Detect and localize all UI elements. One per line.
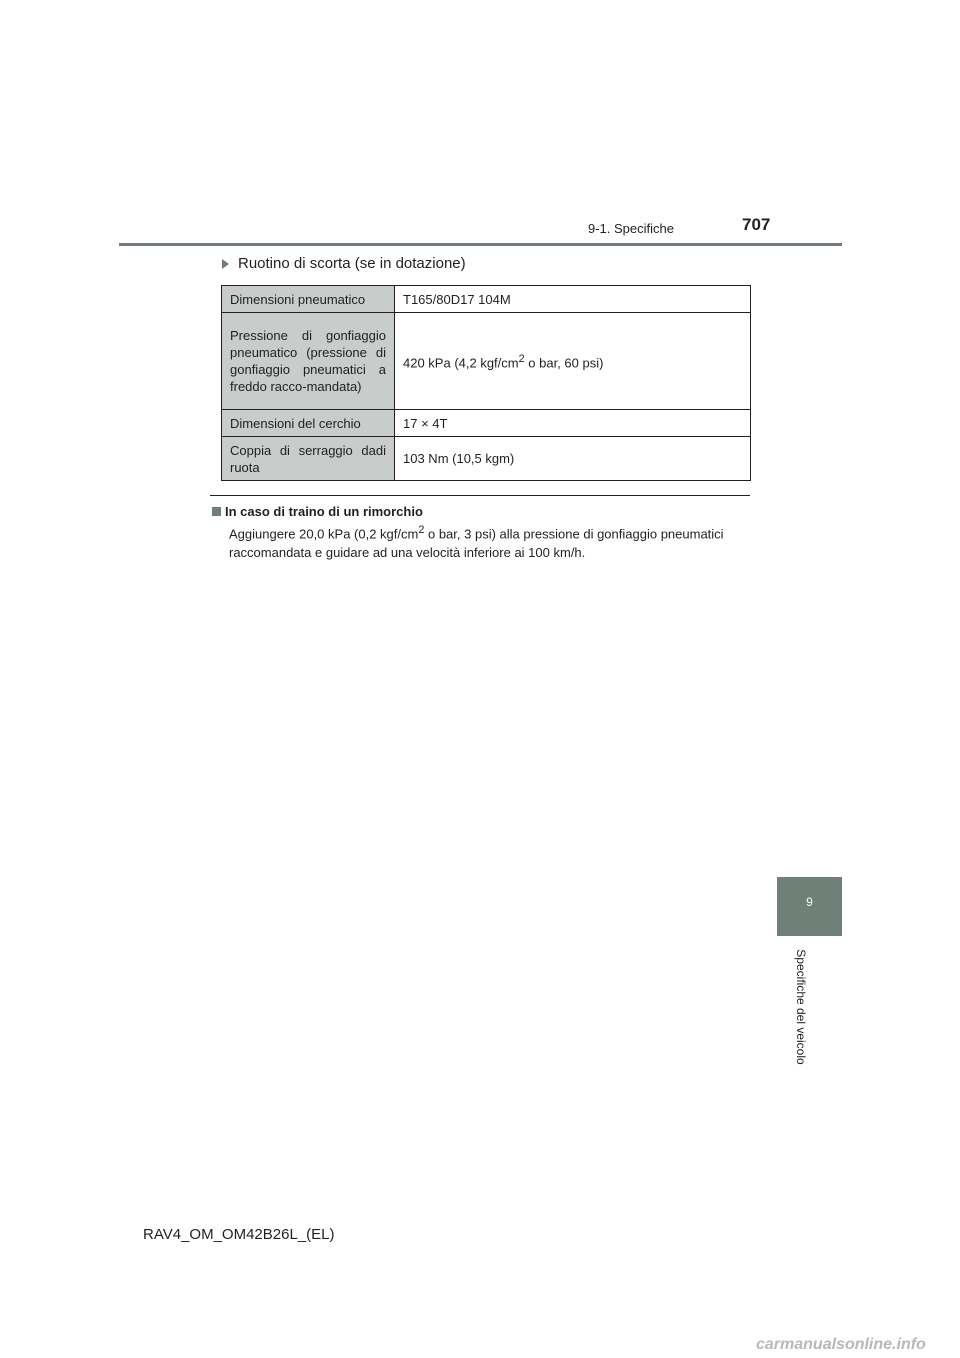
- triangle-bullet-icon: [222, 259, 229, 269]
- row-label: Dimensioni pneumatico: [222, 286, 395, 313]
- note-divider: [210, 495, 750, 496]
- note-title-text: In caso di traino di un rimorchio: [225, 504, 423, 519]
- chapter-tab: 9: [777, 877, 842, 936]
- note-title: [212, 504, 423, 519]
- watermark: carmanualsonline.info: [756, 1336, 926, 1353]
- superscript: 2: [518, 352, 525, 365]
- row-label: Coppia di serraggio dadi ruota: [222, 437, 395, 481]
- table-row: [222, 286, 751, 313]
- row-value-text: 420 kPa (4,2 kgf/cm: [403, 355, 519, 371]
- section-heading: [222, 255, 466, 272]
- square-bullet-icon: [212, 507, 221, 516]
- page-number: 707: [742, 215, 771, 234]
- section-heading-text: Ruotino di scorta (se in dotazione): [238, 255, 466, 272]
- row-label: Pressione di gonfiaggio pneumatico (pressione di gonfiaggio pneumatici a freddo racco-mandata): [222, 313, 395, 410]
- header-section-title: 9-1. Specifiche: [588, 221, 674, 236]
- superscript: 2: [418, 524, 425, 536]
- document-code: RAV4_OM_OM42B26L_(EL): [143, 1226, 335, 1243]
- chapter-tab-label: Specifiche del veicolo: [794, 949, 808, 1065]
- note-text: Aggiungere 20,0 kPa (0,2 kgf/cm: [229, 526, 419, 542]
- row-value: [395, 313, 751, 410]
- note-body: [229, 521, 759, 562]
- row-value: 17 × 4T: [395, 410, 751, 437]
- row-label: Dimensioni del cerchio: [222, 410, 395, 437]
- table-row: [222, 437, 751, 481]
- row-value: 103 Nm (10,5 kgm): [395, 437, 751, 481]
- note-text: o bar, 3 psi) alla pressione di gonfiaggio pneumatici raccomandata e guidare ad una velocità inferiore ai 100 km/h.: [229, 526, 724, 561]
- table-row: [222, 410, 751, 437]
- row-value: T165/80D17 104M: [395, 286, 751, 313]
- table-row: [222, 313, 751, 410]
- header-divider: [119, 243, 842, 246]
- spec-table: [221, 285, 751, 481]
- row-value-text: o bar, 60 psi): [524, 355, 604, 371]
